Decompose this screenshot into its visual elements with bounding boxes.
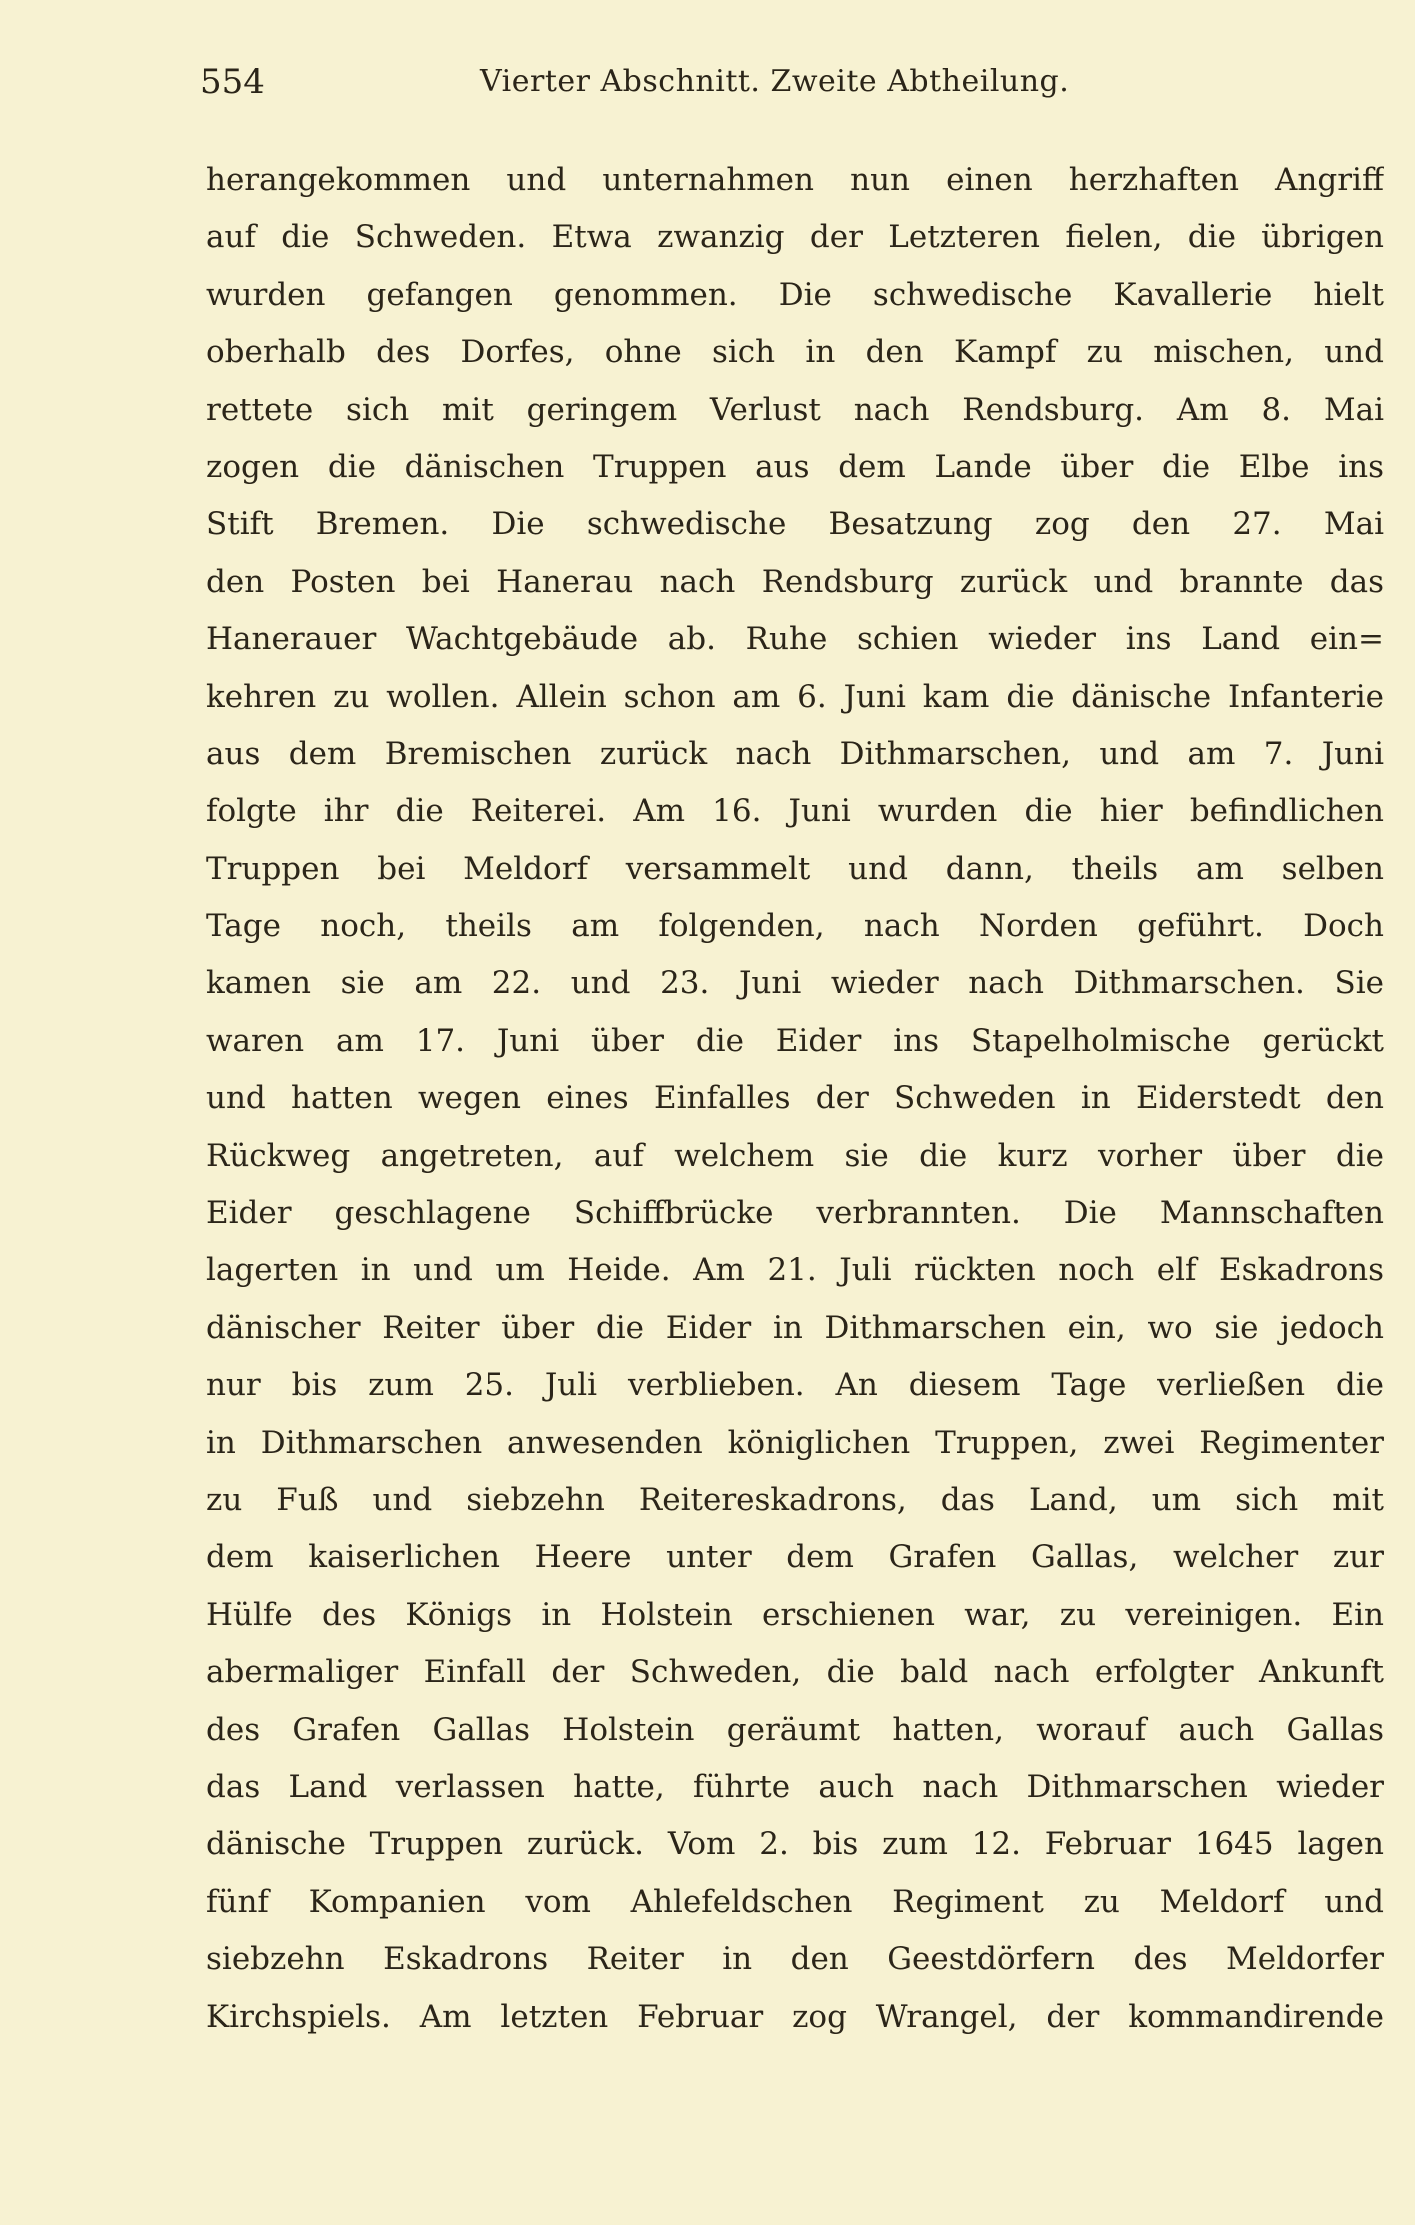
text-line: Eider geschlagene Schiffbrücke verbrannten. Die Mannschaften	[206, 1195, 1384, 1232]
text-line: dänischer Reiter über die Eider in Dithmarschen ein, wo sie jedoch	[206, 1309, 1384, 1346]
text-line: Rückweg angetreten, auf welchem sie die kurz vorher über die	[206, 1137, 1384, 1174]
text-line: dem kaiserlichen Heere unter dem Grafen Gallas, welcher zur	[206, 1539, 1384, 1576]
text-line: Hülfe des Königs in Holstein erschienen war, zu vereinigen. Ein	[206, 1596, 1384, 1633]
text-line: Truppen bei Meldorf versammelt und dann, theils am selben	[206, 850, 1384, 887]
text-line: dänische Truppen zurück. Vom 2. bis zum 12. Februar 1645 lagen	[206, 1826, 1384, 1863]
text-line: Hanerauer Wachtgebäude ab. Ruhe schien wieder ins Land ein=	[206, 621, 1384, 658]
text-line: waren am 17. Juni über die Eider ins Stapelholmische gerückt	[206, 1022, 1384, 1059]
text-line: folgte ihr die Reiterei. Am 16. Juni wurden die hier befindlichen	[206, 793, 1384, 830]
text-line: wurden gefangen genommen. Die schwedische Kavallerie hielt	[206, 276, 1384, 313]
text-line: aus dem Bremischen zurück nach Dithmarschen, und am 7. Juni	[206, 735, 1384, 772]
text-line: fünf Kompanien vom Ahlefeldschen Regiment zu Meldorf und	[206, 1883, 1384, 1920]
text-line: Tage noch, theils am folgenden, nach Norden geführt. Doch	[206, 908, 1384, 945]
text-line: zogen die dänischen Truppen aus dem Lande über die Elbe ins	[206, 448, 1384, 485]
text-line: siebzehn Eskadrons Reiter in den Geestdörfern des Meldorfer	[206, 1941, 1384, 1978]
running-title: Vierter Abschnitt. Zweite Abtheilung.	[480, 64, 1070, 99]
text-line: Stift Bremen. Die schwedische Besatzung zog den 27. Mai	[206, 506, 1384, 543]
text-line: den Posten bei Hanerau nach Rendsburg zurück und brannte das	[206, 563, 1384, 600]
text-line: zu Fuß und siebzehn Reitereskadrons, das Land, um sich mit	[206, 1481, 1384, 1518]
body-text	[206, 152, 1384, 2046]
text-line: kehren zu wollen. Allein schon am 6. Juni kam die dänische Infanterie	[206, 678, 1384, 715]
page-number: 554	[200, 62, 265, 102]
text-line: herangekommen und unternahmen nun einen herzhaften Angriff	[206, 162, 1384, 198]
text-line: des Grafen Gallas Holstein geräumt hatten, worauf auch Gallas	[206, 1711, 1384, 1748]
text-line: rettete sich mit geringem Verlust nach Rendsburg. Am 8. Mai	[206, 391, 1384, 428]
text-line: Kirchspiels. Am letzten Februar zog Wrangel, der kommandirende	[206, 1998, 1384, 2035]
text-line: kamen sie am 22. und 23. Juni wieder nach Dithmarschen. Sie	[206, 965, 1384, 1002]
text-line: oberhalb des Dorfes, ohne sich in den Kampf zu mischen, und	[206, 334, 1384, 371]
text-line: das Land verlassen hatte, führte auch nach Dithmarschen wieder	[206, 1768, 1384, 1805]
text-line: auf die Schweden. Etwa zwanzig der Letzteren fielen, die übrigen	[206, 219, 1384, 256]
text-line: nur bis zum 25. Juli verblieben. An diesem Tage verließen die	[206, 1367, 1384, 1404]
text-line: in Dithmarschen anwesenden königlichen Truppen, zwei Regimenter	[206, 1424, 1384, 1461]
text-line: und hatten wegen eines Einfalles der Schweden in Eiderstedt den	[206, 1080, 1384, 1117]
text-line: lagerten in und um Heide. Am 21. Juli rückten noch elf Eskadrons	[206, 1252, 1384, 1289]
text-line: abermaliger Einfall der Schweden, die bald nach erfolgter Ankunft	[206, 1654, 1384, 1691]
